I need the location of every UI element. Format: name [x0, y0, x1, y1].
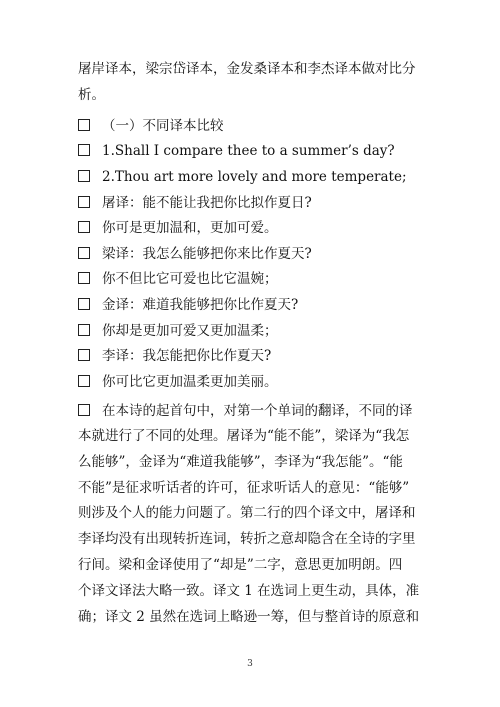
- checkbox-icon[interactable]: [78, 196, 90, 208]
- line-text: 本就进行了不同的处理。屠译为“能不能”，梁译为“我怎: [78, 428, 410, 444]
- checkbox-icon[interactable]: [78, 272, 90, 284]
- line-text: 你可是更加温和，更加可爱。: [102, 220, 278, 236]
- line-text: 李译均没有出现转折连词，转折之意却隐含在全诗的字里: [78, 531, 416, 547]
- text-line: [78, 270, 428, 288]
- checkbox-icon[interactable]: [78, 144, 90, 156]
- text-line: [78, 427, 428, 445]
- text-line: [78, 60, 428, 78]
- text-line: [78, 245, 428, 263]
- text-line: [78, 86, 428, 104]
- text-line: [78, 296, 428, 314]
- line-text: 在本诗的起首句中，对第一个单词的翻译，不同的译: [102, 403, 413, 419]
- text-line: [78, 168, 428, 186]
- line-text: 你不但比它可爱也比它温婉；: [102, 271, 278, 287]
- line-text: 个译文译法大略一致。译文 1 在选词上更生动，具体，准: [78, 583, 420, 599]
- checkbox-icon[interactable]: [78, 247, 90, 259]
- text-line: [78, 142, 428, 160]
- line-text: （一）不同译本比较: [102, 118, 224, 134]
- line-text: 你却是更加可爱又更加温柔；: [102, 323, 278, 339]
- line-text: 确；译文 2 虽然在选词上略逊一筹，但与整首诗的原意和: [78, 609, 420, 625]
- line-text: 李译：我怎能把你比作夏天?: [102, 348, 272, 364]
- text-line: [78, 479, 428, 497]
- text-line: [78, 322, 428, 340]
- line-text: 屠岸译本，梁宗岱译本，金发桑译本和李杰译本做对比分: [78, 61, 416, 77]
- checkbox-icon[interactable]: [78, 404, 90, 416]
- line-text: 2.Thou art more lovely and more temperate;: [102, 169, 407, 185]
- line-text: 屠译：能不能让我把你比拟作夏日?: [102, 195, 312, 211]
- line-text: 则涉及个人的能力问题了。第二行的四个译文中，屠译和: [78, 505, 416, 521]
- checkbox-icon[interactable]: [78, 375, 90, 387]
- checkbox-icon[interactable]: [78, 349, 90, 361]
- checkbox-icon[interactable]: [78, 324, 90, 336]
- line-text: 行间。梁和金译使用了“却是”二字，意思更加明朗。四: [78, 557, 403, 573]
- page-number: 3: [247, 659, 253, 669]
- text-line: [78, 556, 428, 574]
- line-text: 金译：难道我能够把你比作夏天?: [102, 297, 299, 313]
- text-line: [78, 530, 428, 548]
- text-line: [78, 582, 428, 600]
- text-line: [78, 608, 428, 626]
- text-line: [78, 504, 428, 522]
- line-text: 么能够”，金译为“难道我能够”，李译为“我怎能”。“能: [78, 454, 403, 470]
- text-line: [78, 347, 428, 365]
- line-text: 不能”是征求听话者的许可，征求听话人的意见：“能够”: [78, 480, 410, 496]
- checkbox-icon[interactable]: [78, 298, 90, 310]
- checkbox-icon[interactable]: [78, 119, 90, 131]
- checkbox-icon[interactable]: [78, 170, 90, 182]
- line-text: 析。: [78, 87, 105, 103]
- text-line: [78, 402, 428, 420]
- text-line: [78, 194, 428, 212]
- text-line: [78, 453, 428, 471]
- text-line: [78, 219, 428, 237]
- line-text: 1.Shall I compare thee to a summer’s day?: [102, 143, 395, 159]
- line-text: 你可比它更加温柔更加美丽。: [102, 374, 278, 390]
- checkbox-icon[interactable]: [78, 221, 90, 233]
- text-line: [78, 373, 428, 391]
- text-line: [78, 117, 428, 135]
- line-text: 梁译：我怎么能够把你来比作夏天?: [102, 246, 312, 262]
